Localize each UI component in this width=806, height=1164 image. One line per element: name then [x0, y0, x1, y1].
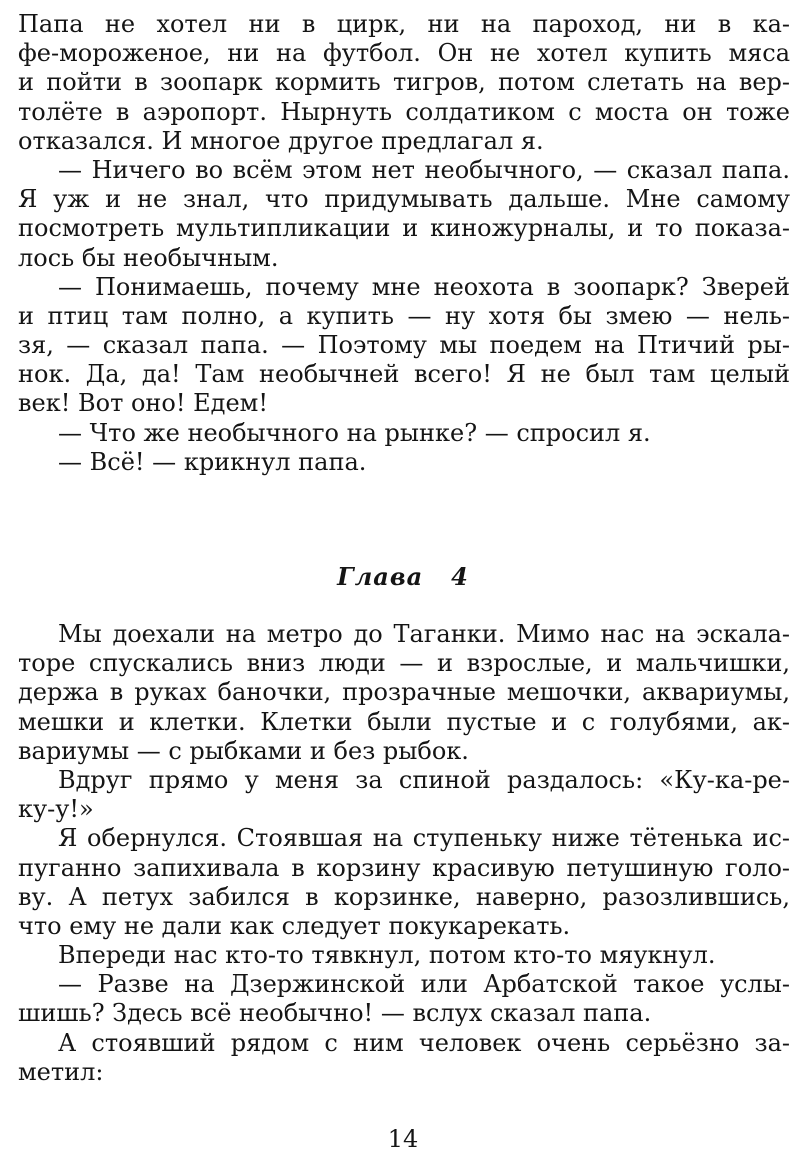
text-line: нок. Да, да! Там необычней всего! Я не был там целый [18, 360, 790, 389]
text-block-before-chapter [18, 10, 790, 477]
text-line: Мы доехали на метро до Таганки. Мимо нас на эскала- [58, 620, 790, 648]
text-line: мешки и клетки. Клетки были пустые и с голубями, ак- [18, 707, 790, 736]
text-line: Вдруг прямо у меня за спиной раздалось: «Ку-ка-ре- [58, 765, 790, 794]
text-line: вариумы — с рыбками и без рыбок. [18, 736, 469, 765]
text-line: ву. А петух забился в корзинке, наверно, разозлившись, [18, 882, 790, 911]
page-number: 14 [387, 1125, 419, 1153]
text-line: держа в руках баночки, прозрачные мешочки, аквариумы, [18, 678, 790, 707]
text-line: век! Вот оно! Едем! [18, 389, 268, 418]
text-line: что ему не дали как следует покукарекать. [18, 911, 571, 940]
text-line: — Всё! — крикнул папа. [58, 447, 367, 476]
text-line: зя, — сказал папа. — Поэтому мы поедем на Птичий ры- [18, 331, 790, 360]
text-line: лось бы необычным. [18, 243, 279, 272]
text-line: — Что же необычного на рынке? — спросил я. [58, 418, 651, 447]
text-line: Папа не хотел ни в цирк, ни на пароход, ни в ка- [18, 10, 790, 38]
chapter-heading [0, 562, 806, 592]
text-block-chapter-4 [18, 620, 790, 1087]
text-line: ку-у!» [18, 795, 94, 824]
text-line: Я уж и не знал, что придумывать дальше. Мне самому [18, 185, 790, 214]
chapter-number: 4 [451, 562, 469, 591]
text-line: — Ничего во всём этом нет необычного, — сказал папа. [58, 155, 790, 184]
text-line: и пойти в зоопарк кормить тигров, потом слетать на вер- [18, 68, 790, 97]
text-line: отказался. И многое другое предлагал я. [18, 126, 544, 155]
text-line: — Понимаешь, почему мне неохота в зоопарк? Зверей [58, 272, 790, 301]
text-line: А стоявший рядом с ним человек очень серьёзно за- [58, 1028, 790, 1057]
text-line: толёте в аэропорт. Нырнуть солдатиком с моста он тоже [18, 97, 790, 126]
text-line: Впереди нас кто-то тявкнул, потом кто-то мяукнул. [58, 941, 716, 970]
text-line: шишь? Здесь всё необычно! — вслух сказал папа. [18, 999, 652, 1028]
text-line: Я обернулся. Стоявшая на ступеньку ниже тётенька ис- [58, 824, 790, 853]
text-line: торе спускались вниз люди — и взрослые, и мальчишки, [18, 649, 790, 678]
text-line: — Разве на Дзержинской или Арбатской такое услы- [58, 970, 790, 999]
text-line: фе-мороженое, ни на футбол. Он не хотел купить мяса [18, 39, 790, 68]
chapter-word: Глава [337, 562, 424, 591]
text-line: метил: [18, 1057, 104, 1086]
text-line: посмотреть мультипликации и киножурналы, и то показа- [18, 214, 790, 243]
text-line: пуганно запихивала в корзину красивую петушиную голо- [18, 853, 790, 882]
text-line: и птиц там полно, а купить — ну хотя бы змею — нель- [18, 301, 790, 330]
